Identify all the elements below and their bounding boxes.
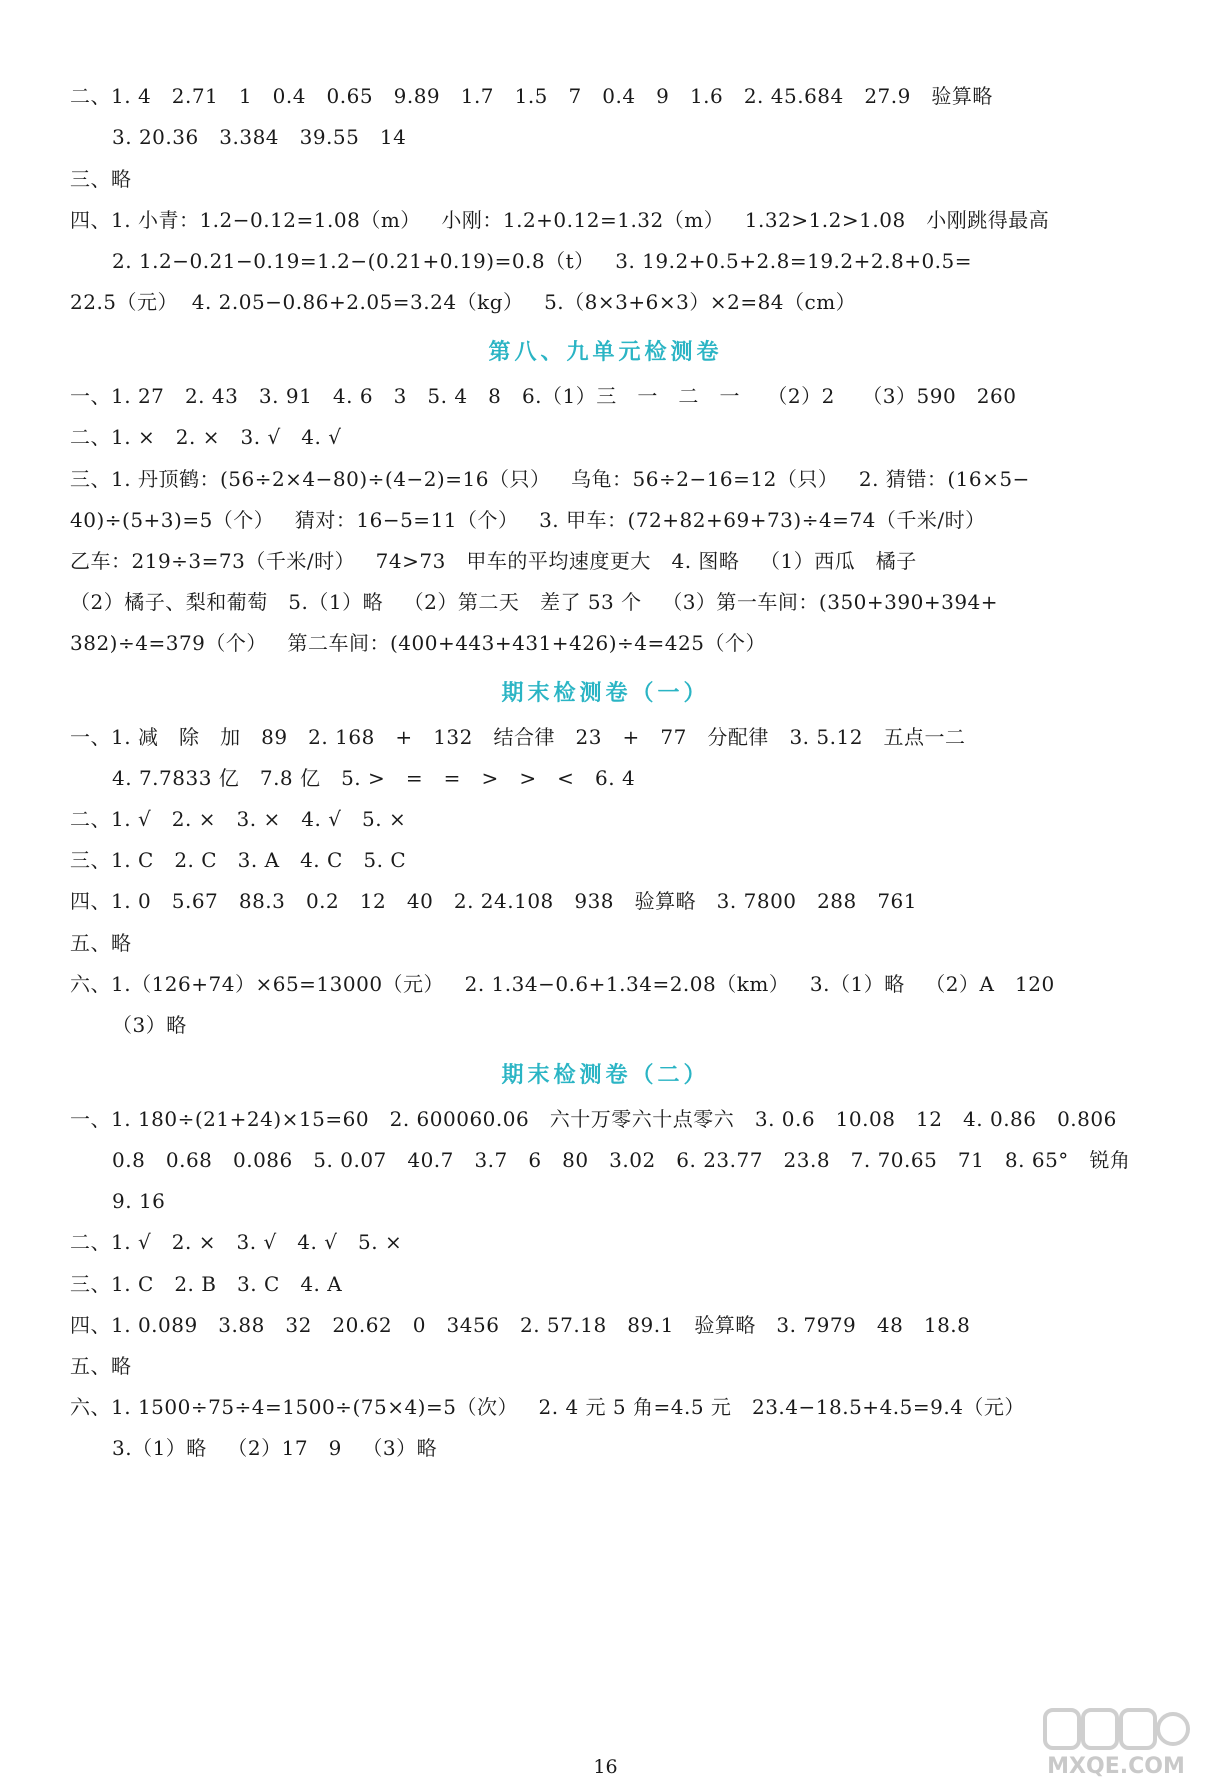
answer-line: 一、1. 180÷(21+24)×15=60 2. 600060.06 六十万零六十点零六 3. 0.6 10.08 12 4. 0.86 0.806 [70, 1107, 1117, 1131]
answer-line: 三、略 [70, 167, 132, 191]
answer-line: 六、1. 1500÷75÷4=1500÷(75×4)=5（次） 2. 4 元 5 角=4.5 元 23.4−18.5+4.5=9.4（元） [70, 1395, 1025, 1419]
answer-line: 四、1. 0.089 3.88 32 20.62 0 3456 2. 57.18 89.1 验算略 3. 7979 48 18.8 [70, 1313, 971, 1337]
answer-line: 三、1. C 2. B 3. C 4. A [70, 1272, 343, 1296]
answer-line: 二、1. √ 2. × 3. √ 4. √ 5. × [70, 1230, 403, 1254]
answer-line: 0.8 0.68 0.086 5. 0.07 40.7 3.7 6 80 3.02 6. 23.77 23.8 7. 70.65 71 8. 65° 锐角 [112, 1148, 1131, 1172]
answer-line: 二、1. 4 2.71 1 0.4 0.65 9.89 1.7 1.5 7 0.4 9 1.6 2. 45.684 27.9 验算略 [70, 84, 993, 108]
answer-line: 二、1. √ 2. × 3. × 4. √ 5. × [70, 807, 407, 831]
answer-line: 五、略 [70, 931, 132, 955]
answer-line: 四、1. 小青：1.2−0.12=1.08（m） 小刚：1.2+0.12=1.32（m） 1.32>1.2>1.08 小刚跳得最高 [70, 208, 1050, 232]
answer-line: 9. 16 [112, 1189, 166, 1213]
answer-line: 五、略 [70, 1354, 132, 1378]
answer-line: 三、1. 丹顶鹤：(56÷2×4−80)÷(4−2)=16（只） 乌龟：56÷2−16=12（只） 2. 猜错：(16×5− [70, 467, 1030, 491]
answer-line: 一、1. 减 除 加 89 2. 168 + 132 结合律 23 + 77 分配律 3. 5.12 五点一二 [70, 725, 966, 749]
section-title: 期末检测卷（一） [501, 681, 710, 706]
answer-line: 二、1. × 2. × 3. √ 4. √ [70, 425, 342, 449]
answer-line: 382)÷4=379（个） 第二车间：(400+443+431+426)÷4=425（个） [70, 631, 766, 655]
answer-line: 3. 20.36 3.384 39.55 14 [112, 125, 407, 149]
section-title: 第八、九单元检测卷 [488, 340, 723, 365]
watermark-text: MXQE.COM [1047, 1754, 1185, 1779]
answer-line: （3）略 [112, 1013, 187, 1037]
watermark-icon [1041, 1704, 1191, 1754]
answer-line: 4. 7.7833 亿 7.8 亿 5. > = = > > < 6. 4 [112, 766, 636, 790]
answer-line: 40)÷(5+3)=5（个） 猜对：16−5=11（个） 3. 甲车：(72+82+69+73)÷4=74（千米/时） [70, 508, 986, 532]
page-number: 16 [593, 1756, 618, 1778]
answer-line: 四、1. 0 5.67 88.3 0.2 12 40 2. 24.108 938 验算略 3. 7800 288 761 [70, 889, 918, 913]
answer-line: （2）橘子、梨和葡萄 5.（1）略 （2）第二天 差了 53 个 （3）第一车间：(350+390+394+ [70, 590, 999, 614]
answer-line: 2. 1.2−0.21−0.19=1.2−(0.21+0.19)=0.8（t） 3. 19.2+0.5+2.8=19.2+2.8+0.5= [112, 249, 973, 273]
answer-line: 六、1.（126+74）×65=13000（元） 2. 1.34−0.6+1.34=2.08（km） 3.（1）略 （2）A 120 [70, 972, 1055, 996]
answer-line: 22.5（元） 4. 2.05−0.86+2.05=3.24（kg） 5.（8×3+6×3）×2=84（cm） [70, 290, 857, 314]
answer-line: 一、1. 27 2. 43 3. 91 4. 6 3 5. 4 8 6.（1）三 一 二 一 （2）2 （3）590 260 [70, 384, 1017, 408]
answer-line: 3.（1）略 （2）17 9 （3）略 [112, 1436, 438, 1460]
answer-line: 三、1. C 2. C 3. A 4. C 5. C [70, 848, 407, 872]
answer-line: 乙车：219÷3=73（千米/时） 74>73 甲车的平均速度更大 4. 图略 （1）西瓜 橘子 [70, 549, 917, 573]
section-title: 期末检测卷（二） [501, 1063, 710, 1088]
watermark-logo [1041, 1704, 1191, 1782]
